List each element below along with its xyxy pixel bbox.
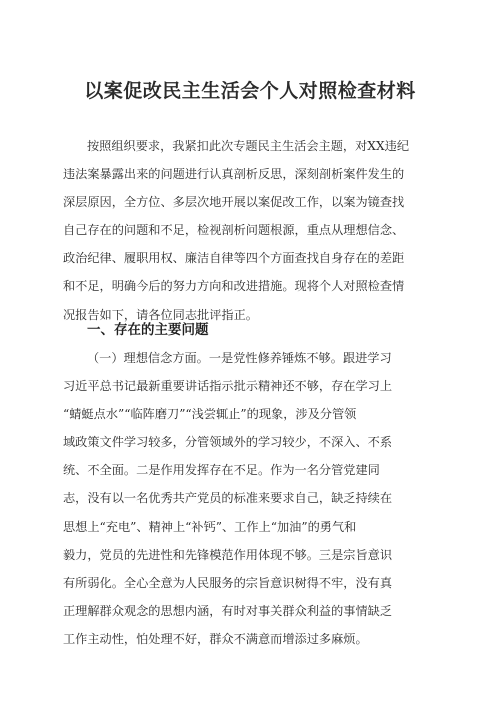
section-line: 统、不全面。二是作用发挥存在不足。作为一名分管党建同 [63,463,380,478]
section-line: 工作主动性，怕处理不好，群众不满意而增添过多麻烦。 [63,631,368,646]
section-heading: 一、存在的主要问题 [87,322,209,338]
section-line: 有所弱化。全心全意为人民服务的宗旨意识树得不牢，没有真 [63,575,393,590]
section-line: 毅力，党员的先进性和先锋模范作用体现不够。三是宗旨意识 [63,547,393,562]
intro-line: 深层原因，全方位、多层次地开展以案促改工作，以案为镜查找 [63,195,405,210]
intro-line: 违法案暴露出来的问题进行认真剖析反思，深刻剖析案件发生的 [63,167,405,182]
section-line: “蜻蜓点水”“临阵磨刀”“浅尝辄止”的现象，涉及分管领 [63,407,357,422]
section-line: 正理解群众观念的思想内涵，有时对事关群众利益的事情缺乏 [63,603,393,618]
section-line: 思想上“充电”、精神上“补钙”、工作上“加油”的勇气和 [63,519,357,534]
section-line: 习近平总书记最新重要讲话指示批示精神还不够，存在学习上 [63,379,393,394]
section-line: 志，没有以一名优秀共产党员的标准来要求自己，缺乏持续在 [63,491,393,506]
intro-line: 况报告如下，请各位同志批评指正。 [63,307,258,322]
intro-line: 政治纪律、履职用权、廉洁自律等四个方面查找自身存在的差距 [63,251,405,266]
intro-line: 按照组织要求，我紧扣此次专题民主生活会主题，对XX违纪 [87,139,410,153]
section-paragraph [63,344,437,653]
section-line: （一）理想信念方面。一是党性修养锤炼不够。跟进学习 [87,351,392,365]
intro-paragraph [63,132,437,329]
document-title: 以案促改民主生活会个人对照检查材料 [84,80,416,102]
intro-line: 和不足，明确今后的努力方向和改进措施。现将个人对照检查情 [63,279,405,294]
intro-line: 自己存在的问题和不足，检视剖析问题根源，重点从理想信念、 [63,223,405,238]
section-line: 域政策文件学习较多，分管领域外的学习较少，不深入、不系 [63,435,393,450]
